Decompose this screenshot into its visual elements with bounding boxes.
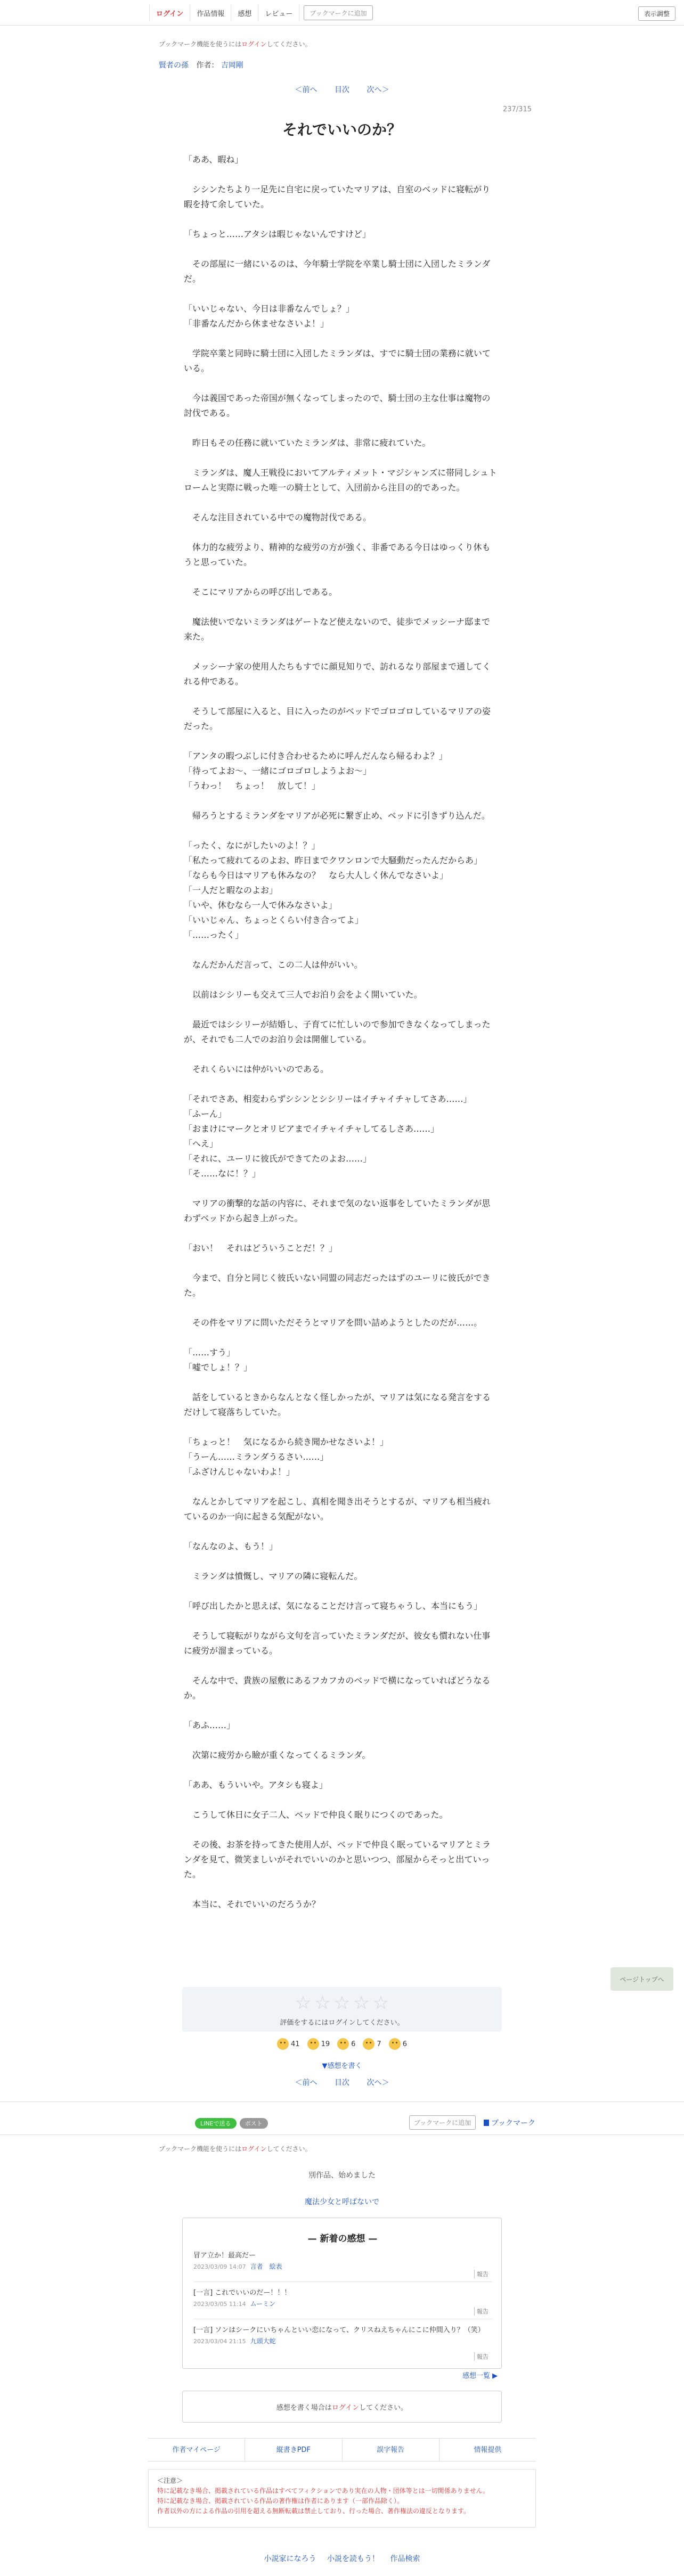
body-paragraph bbox=[184, 167, 498, 182]
body-paragraph bbox=[184, 1614, 498, 1629]
body-paragraph: 「ふーん」 bbox=[184, 1109, 227, 1119]
body-paragraph bbox=[184, 972, 498, 987]
vertical-pdf-link[interactable]: 縦書きPDF bbox=[245, 2439, 342, 2461]
body-paragraph bbox=[184, 734, 498, 749]
rating-star-icon[interactable]: ☆ bbox=[295, 1992, 312, 2014]
author-link[interactable]: 吉岡剛 bbox=[221, 61, 243, 70]
bookmark-link-bottom[interactable] bbox=[484, 2117, 535, 2128]
body-paragraph: 「うーん……ミランダうるさい……」 bbox=[184, 1452, 329, 1462]
body-paragraph: 「一人だと暇なのよお」 bbox=[184, 885, 278, 895]
reaction-button[interactable] bbox=[307, 2038, 330, 2050]
body-paragraph: 今まで、自分と同じく彼氏いない同盟の同志だったはずのユーリに彼氏ができた。 bbox=[184, 1273, 491, 1298]
review-author-link[interactable]: ムーミン bbox=[250, 2300, 276, 2308]
body-paragraph: ミランダは憤慨し、マリアの隣に寝転んだ。 bbox=[184, 1571, 363, 1581]
body-paragraph: 体力的な疲労より、精神的な疲労の方が強く、非番である今日はゆっくり休もうと思っていた。 bbox=[184, 542, 491, 567]
rating-star-icon[interactable]: ☆ bbox=[353, 1992, 370, 2014]
body-paragraph bbox=[184, 1793, 498, 1808]
body-paragraph bbox=[184, 1763, 498, 1778]
new-reviews-title: — 新着の感想 — bbox=[307, 2234, 378, 2244]
body-paragraph: 「……すう」 bbox=[184, 1347, 235, 1357]
body-paragraph: その後、お茶を持ってきた使用人が、ベッドで仲良く眠っているマリアとミランダを見て、微笑ましいがそれでいいのかと思いつつ、部屋からそっと出ていった。 bbox=[184, 1839, 491, 1879]
work-info-link[interactable]: 作品情報 bbox=[190, 4, 231, 21]
info-report-link[interactable]: 情報提供 bbox=[474, 2446, 502, 2454]
footer-links bbox=[148, 2438, 536, 2461]
review-date: 2023/03/05 11:14 bbox=[193, 2301, 246, 2308]
narou-link[interactable]: 小説家になろう bbox=[264, 2555, 316, 2563]
review-login-link[interactable]: ログイン bbox=[331, 2403, 360, 2412]
body-paragraph: 「ったく、なにがしたいのよ！？」 bbox=[184, 840, 320, 851]
body-paragraph: それくらいには仲がいいのである。 bbox=[184, 1064, 329, 1074]
notice-text-before: ブックマーク機能を使うには bbox=[159, 40, 242, 48]
body-paragraph bbox=[184, 1524, 498, 1539]
series-title-link[interactable]: 賢者の孫 bbox=[159, 61, 189, 70]
episode-title: それでいいのか？ bbox=[282, 121, 402, 138]
body-paragraph: こうして休日に女子二人、ベッドで仲良く眠りにつくのであった。 bbox=[184, 1810, 448, 1820]
pager-top bbox=[0, 84, 684, 95]
reaction-count: 6 bbox=[351, 2040, 356, 2048]
notice2-text-after: してください。 bbox=[266, 2145, 312, 2153]
body-paragraph bbox=[184, 1301, 498, 1315]
review-author-link[interactable]: 言者 絵表 bbox=[250, 2263, 282, 2270]
reaction-count: 41 bbox=[291, 2040, 300, 2048]
rating-box bbox=[182, 1987, 502, 2032]
bookmark-login-notice bbox=[159, 39, 312, 48]
body-paragraph: 「ああ、もういいや。アタシも寝よ」 bbox=[184, 1780, 328, 1790]
body-paragraph: 「おまけにマークとオリビアまでイチャイチャしてるしさあ……」 bbox=[184, 1124, 439, 1134]
impressions-link[interactable]: 感想 bbox=[231, 4, 258, 21]
line-share-button[interactable]: LINEで送る bbox=[195, 2118, 237, 2129]
post-share-button[interactable]: ポスト bbox=[240, 2118, 268, 2129]
body-paragraph: 以前はシシリーも交えて三人でお泊り会をよく開いていた。 bbox=[184, 989, 422, 1000]
review-list-link[interactable]: 感想一覧 ▶ bbox=[462, 2372, 498, 2380]
write-review-link[interactable]: ▼感想を書く bbox=[322, 2062, 362, 2070]
body-paragraph bbox=[184, 1554, 498, 1569]
caution-line: 特に記載なき場合、掲載されている作品はすべてフィクションであり実在の人物・団体等とは一切関係ありません。 bbox=[157, 2487, 490, 2495]
review-meta bbox=[193, 2336, 492, 2345]
body-paragraph: 「いいじゃん、ちょっとくらい付き合ってよ」 bbox=[184, 915, 363, 925]
notice-login-link[interactable]: ログイン bbox=[241, 40, 267, 48]
share-buttons bbox=[195, 2118, 268, 2129]
review-text: [一言] これでいいのだー！！！ bbox=[193, 2289, 291, 2297]
surprised-icon bbox=[363, 2038, 374, 2050]
reaction-bar bbox=[0, 2038, 684, 2050]
new-reviews-box bbox=[182, 2218, 502, 2369]
body-paragraph bbox=[184, 1256, 498, 1271]
body-paragraph: 「ああ、暇ね」 bbox=[184, 154, 243, 165]
toc-link[interactable]: 目次 bbox=[335, 86, 349, 94]
body-paragraph bbox=[184, 644, 498, 659]
section-divider bbox=[0, 2101, 684, 2102]
body-paragraph bbox=[184, 1822, 498, 1837]
body-paragraph: その件をマリアに問いただそうとマリアを問い詰めようとしたのだが……。 bbox=[184, 1318, 483, 1328]
body-paragraph bbox=[184, 1375, 498, 1390]
body-paragraph: そうして部屋に入ると、目に入ったのがベッドでゴロゴロしているマリアの姿だった。 bbox=[184, 706, 491, 731]
add-bookmark-button-bottom[interactable]: ブックマークに追加 bbox=[409, 2115, 476, 2130]
body-paragraph bbox=[184, 943, 498, 958]
body-paragraph: 最近ではシシリーが結婚し、子育てに忙しいので参加できなくなってしまったが、それでも二人でのお泊り会は開催している。 bbox=[184, 1019, 491, 1044]
prev-link-bottom[interactable]: ＜前へ bbox=[295, 2079, 317, 2087]
body-paragraph: 「ならも今日はマリアも休みなの？ なら大人しく休んでなさいよ」 bbox=[184, 870, 449, 880]
body-paragraph bbox=[184, 600, 498, 615]
body-paragraph: その部屋に一緒にいるのは、今年騎士学院を卒業し騎士団に入団したミランダだ。 bbox=[184, 259, 491, 284]
body-paragraph: 帰ろうとするミランダをマリアが必死に繋ぎ止め、ベッドに引きずり込んだ。 bbox=[184, 811, 490, 821]
body-paragraph bbox=[184, 525, 498, 540]
rating-star-icon[interactable]: ☆ bbox=[372, 1992, 389, 2014]
review-text: [一言] ソンはシークにいちゃんといい恋になって、クリスねえちゃんにこに仲間入り？（笑） bbox=[193, 2326, 485, 2334]
new-work-label: 別作品、始めました bbox=[308, 2171, 376, 2180]
body-paragraph bbox=[184, 1181, 498, 1196]
body-paragraph: 「嘘でしょ！？」 bbox=[184, 1362, 253, 1372]
report-link[interactable]: 報告 bbox=[474, 2307, 488, 2316]
body-paragraph: そんな中で、貴族の屋敷にあるフカフカのベッドで横になっていればどうなるか。 bbox=[184, 1675, 491, 1700]
rating-star-icon[interactable]: ☆ bbox=[314, 1992, 331, 2014]
prev-link[interactable]: ＜前へ bbox=[295, 86, 317, 94]
report-link[interactable]: 報告 bbox=[474, 2352, 488, 2361]
yomou-link[interactable]: 小説を読もう！ bbox=[327, 2555, 379, 2563]
author-label: 作者： bbox=[196, 61, 219, 70]
body-paragraph bbox=[184, 1703, 498, 1718]
author-mypage-link[interactable]: 作者マイページ bbox=[148, 2439, 245, 2461]
body-paragraph: 「私たって疲れてるのよお、昨日までクワンロンで大騒動だったんだからあ」 bbox=[184, 855, 483, 865]
next-link-bottom[interactable]: 次へ＞ bbox=[367, 2079, 389, 2087]
reaction-count: 6 bbox=[402, 2040, 407, 2048]
body-paragraph bbox=[184, 1584, 498, 1599]
reaction-button[interactable] bbox=[277, 2038, 300, 2050]
review-item bbox=[193, 2251, 492, 2282]
body-paragraph bbox=[184, 1882, 498, 1897]
body-paragraph: メッシーナ家の使用人たちもすでに顔見知りで、訪れるなり部屋まで通してくれる仲である。 bbox=[184, 661, 491, 686]
body-paragraph: 「そ……なに！？」 bbox=[184, 1168, 261, 1179]
body-paragraph: そうして寝転がりながら文句を言っていたミランダだが、彼女も慣れない仕事に疲労が溜まっている。 bbox=[184, 1631, 491, 1656]
body-paragraph bbox=[184, 794, 498, 808]
reaction-count: 19 bbox=[321, 2040, 330, 2048]
body-paragraph: 魔法使いでないミランダはゲートなど使えないので、徒歩でメッシーナ邸まで来た。 bbox=[184, 617, 491, 642]
review-link[interactable]: レビュー bbox=[258, 4, 299, 21]
body-paragraph bbox=[184, 823, 498, 838]
body-paragraph: 「なんなのよ、もう！」 bbox=[184, 1541, 278, 1551]
body-paragraph bbox=[184, 1002, 498, 1017]
review-login-after: してください。 bbox=[359, 2403, 408, 2412]
body-paragraph bbox=[184, 242, 498, 257]
body-paragraph bbox=[184, 1330, 498, 1345]
body-paragraph bbox=[184, 331, 498, 346]
notice2-login-link[interactable]: ログイン bbox=[241, 2145, 267, 2153]
body-paragraph: 「非番なんだから休ませなさいよ！」 bbox=[184, 318, 329, 329]
body-paragraph: なんだかんだ言って、この二人は仲がいい。 bbox=[184, 960, 363, 970]
write-review-link-wrap bbox=[0, 2060, 684, 2070]
body-paragraph: 学院卒業と同時に騎士団に入団したミランダは、すでに騎士団の業務に就いている。 bbox=[184, 348, 491, 373]
rating-star-icon[interactable]: ☆ bbox=[333, 1992, 351, 2014]
add-bookmark-button[interactable]: ブックマークに追加 bbox=[304, 5, 372, 20]
review-meta bbox=[193, 2262, 492, 2271]
body-paragraph: 「あふ……」 bbox=[184, 1720, 235, 1730]
bookmark-login-notice-bottom bbox=[159, 2144, 312, 2153]
body-paragraph bbox=[184, 689, 498, 704]
body-paragraph: 「へえ」 bbox=[184, 1139, 218, 1149]
review-login-before: 感想を書く場合は bbox=[276, 2403, 332, 2412]
review-author-link[interactable]: 九頭大蛇 bbox=[250, 2337, 276, 2345]
body-paragraph bbox=[184, 1733, 498, 1748]
body-paragraph: 「それに、ユーリに彼氏ができてたのよお……」 bbox=[184, 1154, 372, 1164]
review-item bbox=[193, 2326, 492, 2364]
report-link[interactable]: 報告 bbox=[474, 2270, 488, 2278]
top-nav bbox=[0, 0, 684, 26]
caution-heading: ＜注意＞ bbox=[157, 2477, 183, 2484]
body-paragraph bbox=[184, 212, 498, 227]
review-meta bbox=[193, 2299, 492, 2308]
body-paragraph: 「いいじゃない、今日は非番なんでしょ？」 bbox=[184, 304, 355, 314]
rating-stars bbox=[182, 1992, 502, 2014]
body-paragraph: 「ふざけんじゃないわよ！」 bbox=[184, 1467, 295, 1477]
top-nav-menu bbox=[149, 4, 373, 21]
typo-report-link[interactable]: 誤字報告 bbox=[343, 2439, 439, 2461]
reaction-button[interactable] bbox=[389, 2038, 407, 2050]
work-search-link[interactable]: 作品検索 bbox=[390, 2555, 420, 2563]
body-paragraph bbox=[184, 376, 498, 391]
smile-icon bbox=[389, 2038, 401, 2050]
body-paragraph: ミランダは、魔人王戦役においてアルティメット・マジシャンズに帯同しシュトロームと実際に戦った唯一の騎士として、入団前から注目の的であった。 bbox=[184, 468, 497, 493]
body-paragraph: そこにマリアからの呼び出しである。 bbox=[184, 587, 338, 597]
caution-box bbox=[148, 2469, 536, 2528]
notice2-text-before: ブックマーク機能を使うには bbox=[159, 2145, 242, 2153]
next-link[interactable]: 次へ＞ bbox=[367, 86, 389, 94]
related-work-wrap bbox=[0, 2196, 684, 2207]
body-paragraph: 本当に、それでいいのだろうか？ bbox=[184, 1899, 321, 1909]
body-paragraph: 「うわっ！ ちょっ！ 放して！」 bbox=[184, 781, 320, 791]
body-paragraph bbox=[184, 1077, 498, 1092]
body-paragraph: シシンたちより一足先に自宅に戻っていたマリアは、自室のベッドに寝転がり暇を持て余していた。 bbox=[184, 184, 491, 209]
body-paragraph: 今は義国であった帝国が無くなってしまったので、騎士団の主な仕事は魔物の討伐である。 bbox=[184, 393, 491, 418]
display-settings-button[interactable]: 表示調整 bbox=[638, 6, 675, 21]
laughing-icon bbox=[307, 2038, 319, 2050]
caution-line: 作者以外の方による作品の引用を超える無断転載は禁止しており、行った場合、著作権法の違反となります。 bbox=[157, 2507, 470, 2515]
episode-body bbox=[184, 152, 498, 1912]
page-top-button[interactable]: ページトップへ bbox=[610, 1967, 673, 1991]
thumbs-up-icon bbox=[277, 2038, 289, 2050]
reaction-button[interactable] bbox=[337, 2038, 355, 2050]
body-paragraph: 「……ったく」 bbox=[184, 930, 244, 940]
body-paragraph bbox=[184, 570, 498, 585]
body-paragraph: 「いや、休むなら一人で休みなさいよ」 bbox=[184, 900, 337, 910]
reaction-count: 7 bbox=[377, 2040, 381, 2048]
body-paragraph: 「ちょっと……アタシは暇じゃないんですけど」 bbox=[184, 229, 371, 239]
review-login-box bbox=[182, 2391, 502, 2423]
body-paragraph: そんな注目されている中での魔物討伐である。 bbox=[184, 512, 372, 522]
related-work-link[interactable]: 魔法少女と呼ばないで bbox=[305, 2198, 379, 2206]
body-paragraph: 次第に疲労から瞼が重くなってくるミランダ。 bbox=[184, 1750, 371, 1760]
body-paragraph bbox=[184, 287, 498, 301]
caution-line: 特に記載なき場合、掲載されている作品の著作権は作者にあります（一部作品除く）。 bbox=[157, 2497, 404, 2505]
toc-link-bottom[interactable]: 目次 bbox=[335, 2079, 349, 2087]
review-text: 冒ア立か！最高だー bbox=[193, 2252, 256, 2260]
series-info bbox=[159, 60, 243, 70]
review-item bbox=[193, 2288, 492, 2319]
body-paragraph: 「おい！ それはどういうことだ！？」 bbox=[184, 1243, 338, 1253]
body-paragraph: 話をしているときからなんとなく怪しかったが、マリアは気になる発言をするだけして寝落ちしていた。 bbox=[184, 1392, 491, 1417]
body-paragraph bbox=[184, 495, 498, 510]
body-paragraph: 「ちょっと！ 気になるから続き聞かせなさいよ！」 bbox=[184, 1437, 389, 1447]
crying-icon bbox=[337, 2038, 349, 2050]
body-paragraph bbox=[184, 451, 498, 465]
bookmark-icon bbox=[484, 2120, 489, 2126]
pager-bottom bbox=[0, 2077, 684, 2088]
body-paragraph: 「それでさあ、相変わらずシシンとシシリーはイチャイチャしてさあ……」 bbox=[184, 1094, 472, 1104]
body-paragraph: 「アンタの暇つぶしに付き合わせるために呼んだんなら帰るわよ？」 bbox=[184, 751, 447, 761]
body-paragraph: なんとかしてマリアを起こし、真相を聞き出そうとするが、マリアも相当疲れているのか一向に起きる気配がない。 bbox=[184, 1496, 491, 1522]
body-paragraph bbox=[184, 1479, 498, 1494]
body-paragraph bbox=[184, 1420, 498, 1435]
bookmark-label: ブックマーク bbox=[491, 2119, 536, 2128]
rating-login-note: 評価をするにはログインしてください。 bbox=[280, 2019, 404, 2027]
body-paragraph: 「呼び出したかと思えば、気になることだけ言って寝ちゃうし、本当にもう」 bbox=[184, 1601, 483, 1611]
login-link[interactable]: ログイン bbox=[149, 4, 190, 21]
notice-text-after: してください。 bbox=[266, 40, 312, 48]
bottom-links bbox=[0, 2553, 684, 2564]
body-paragraph: マリアの衝撃的な話の内容に、それまで気のない返事をしていたミランダが思わずベッドから起き上がった。 bbox=[184, 1198, 491, 1223]
body-paragraph: 昨日もその任務に就いていたミランダは、非常に疲れていた。 bbox=[184, 438, 431, 448]
review-date: 2023/03/09 14:07 bbox=[193, 2263, 246, 2270]
body-paragraph bbox=[184, 1047, 498, 1062]
body-paragraph bbox=[184, 421, 498, 436]
body-paragraph: 「待ってよお〜、一緒にゴロゴロしようよお〜」 bbox=[184, 766, 372, 776]
body-paragraph bbox=[184, 1226, 498, 1241]
episode-number: 237/315 bbox=[502, 105, 532, 113]
body-paragraph bbox=[184, 1658, 498, 1673]
reaction-button[interactable] bbox=[363, 2038, 381, 2050]
review-date: 2023/03/04 21:15 bbox=[193, 2338, 246, 2345]
